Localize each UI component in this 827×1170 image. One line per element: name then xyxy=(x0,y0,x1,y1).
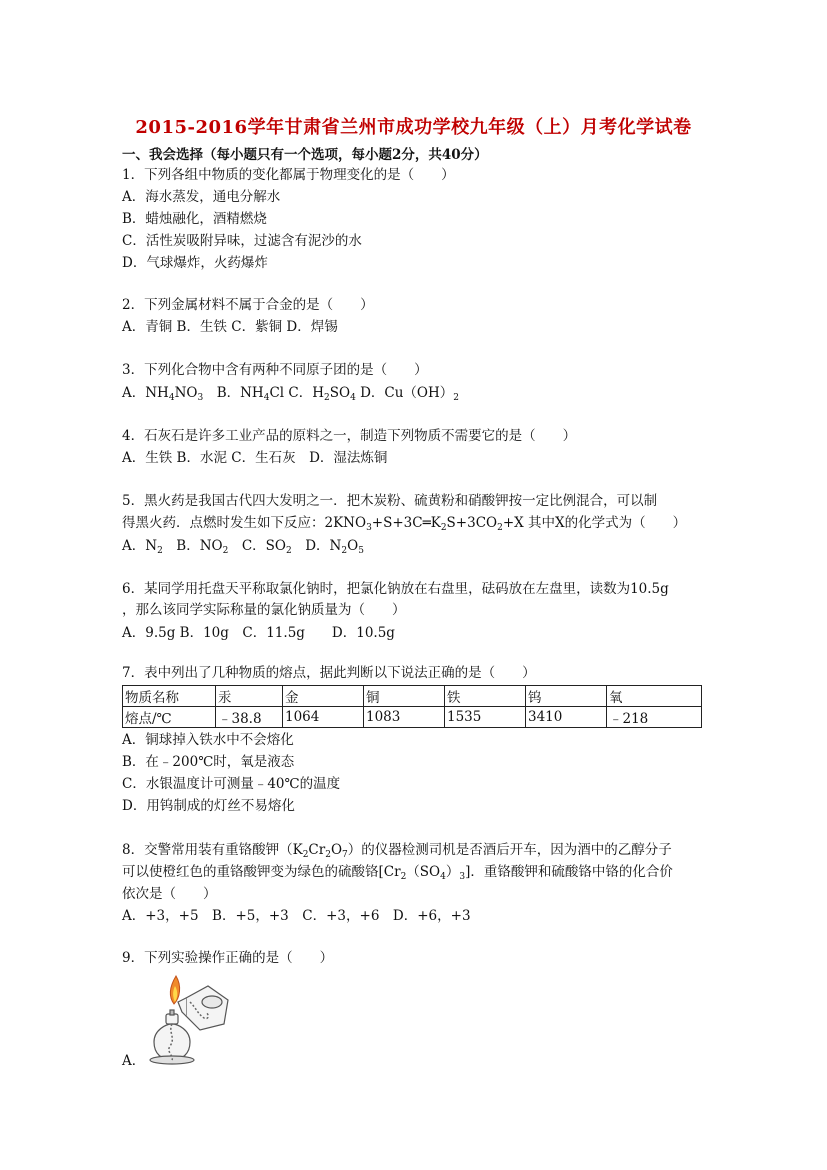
melting-point-table xyxy=(122,685,702,728)
table-cell: ﹣38.8 xyxy=(216,707,283,728)
q8-line1: 8．交警常用装有重铬酸钾$(K_2Cr_2O_7)$的仪器检测司机是否酒后开车，因为酒中的乙醇分子 xyxy=(122,842,672,860)
q1-option-b: B．蜡烛融化，酒精燃烧 xyxy=(122,211,267,227)
q6-line2: ，那么该同学实际称量的氯化钠质量为（ ） xyxy=(122,602,406,618)
q1-option-a: A．海水蒸发，通电分解水 xyxy=(122,189,281,205)
q8-options: A．+3，+5 B．+5，+3 C．+3，+6 D．+6，+3 xyxy=(122,908,471,924)
table-cell: 铜 xyxy=(364,686,445,707)
q7-stem: 7．表中列出了几种物质的熔点，据此判断以下说法正确的是（ ） xyxy=(122,665,536,681)
q9-option-a-label: A． xyxy=(122,1053,146,1069)
section-heading: 一、我会选择（每小题只有一个选项，每小题2分，共40分） xyxy=(122,147,488,163)
q9-stem: 9．下列实验操作正确的是（ ） xyxy=(122,950,334,966)
table-cell: 物质名称 xyxy=(123,686,216,707)
q7-option-c: C．水银温度计可测量﹣40℃的温度 xyxy=(122,776,341,792)
table-cell: 铁 xyxy=(445,686,526,707)
table-cell: 1083 xyxy=(364,707,445,728)
q8-line2: 可以使橙红色的重铬酸钾变为绿色的硫酸铬$[Cr_2(SO_4)_3]$．重铬酸钾和硫酸铬中铬的化合价 xyxy=(122,864,673,882)
table-cell: 熔点/℃ xyxy=(123,707,216,728)
q4-options: A．生铁 B．水泥 C．生石灰 D．湿法炼铜 xyxy=(122,450,388,466)
q7-option-a: A．铜球掉入铁水中不会熔化 xyxy=(122,732,294,748)
table-cell: 金 xyxy=(283,686,364,707)
exam-title: 2015-2016学年甘肃省兰州市成功学校九年级（上）月考化学试卷 xyxy=(135,117,692,138)
q8-line3: 依次是（ ） xyxy=(122,886,217,902)
table-cell: 氧 xyxy=(607,686,702,707)
q4-stem: 4．石灰石是许多工业产品的原料之一，制造下列物质不需要它的是（ ） xyxy=(122,428,577,444)
table-row xyxy=(123,707,702,728)
q1-option-d: D．气球爆炸，火药爆炸 xyxy=(122,255,268,271)
q6-line1: 6．某同学用托盘天平称取氯化钠时，把氯化钠放在右盘里，砝码放在左盘里，读数为10.5g xyxy=(122,581,669,597)
q2-options: A．青铜 B．生铁 C．紫铜 D．焊锡 xyxy=(122,319,338,335)
table-cell: 3410 xyxy=(526,707,607,728)
q5-line1: 5．黑火药是我国古代四大发明之一．把木炭粉、硫黄粉和硝酸钾按一定比例混合，可以制 xyxy=(122,493,658,509)
table-cell: 1535 xyxy=(445,707,526,728)
q3-options: A．$NH_4NO_3$ B．$NH_4Cl$ C．$H_2SO_4$ D．$Cu(OH)_2$ xyxy=(122,385,460,403)
table-cell: 汞 xyxy=(216,686,283,707)
q3-stem: 3．下列化合物中含有两种不同原子团的是（ ） xyxy=(122,362,428,378)
table-cell: ﹣218 xyxy=(607,707,702,728)
q5-line2: 得黑火药．点燃时发生如下反应：$2KNO_3+S+3C═K_2S+3CO_2+X$ 其中X的化学式为（ ） xyxy=(122,515,687,533)
table-cell: 1064 xyxy=(283,707,364,728)
alcohol-lamp-illustration xyxy=(142,972,234,1068)
q1-stem: 1．下列各组中物质的变化都属于物理变化的是（ ） xyxy=(122,167,455,183)
q7-option-b: B．在﹣200℃时，氧是液态 xyxy=(122,754,295,770)
q2-stem: 2．下列金属材料不属于合金的是（ ） xyxy=(122,297,374,313)
q6-options: A．9.5g B．10g C．11.5g D．10.5g xyxy=(122,625,395,641)
table-cell: 钨 xyxy=(526,686,607,707)
q7-option-d: D．用钨制成的灯丝不易熔化 xyxy=(122,798,295,814)
tilted-lamp-icon xyxy=(178,986,228,1030)
q1-option-c: C．活性炭吸附异味，过滤含有泥沙的水 xyxy=(122,233,362,249)
q5-options: A．$N_2$ B．$NO_2$ C．$SO_2$ D．$N_2O_5$ xyxy=(122,538,364,556)
table-row xyxy=(123,686,702,707)
